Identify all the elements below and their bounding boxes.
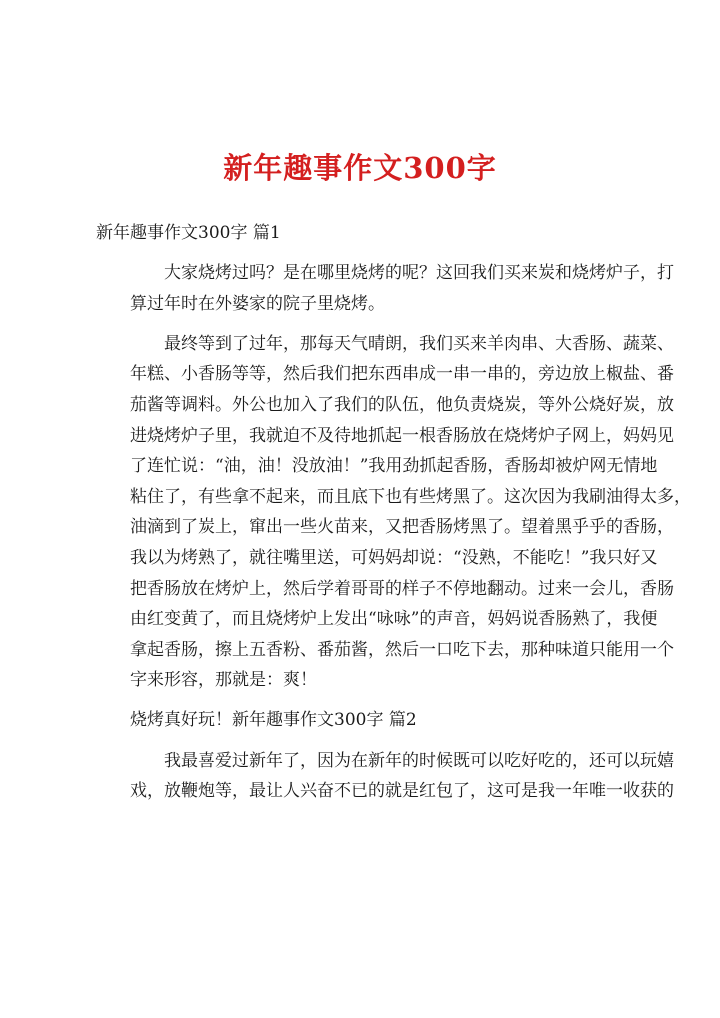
paragraph-line: 茄酱等调料。外公也加入了我们的队伍，他负责烧炭，等外公烧好炭，放 — [130, 394, 674, 415]
paragraph-line: 算过年时在外婆家的院子里烧烤。 — [130, 293, 385, 314]
paragraph-line: 粘住了，有些拿不起来，而且底下也有些烤黑了。这次因为我刷油得太多， — [130, 486, 691, 507]
paragraph — [96, 746, 674, 807]
paragraph-line: 了连忙说：“油，油！没放油！”我用劲抓起香肠，香肠却被炉网无情地 — [130, 456, 658, 477]
paragraph-line: 把香肠放在烤炉上，然后学着哥哥的样子不停地翻动。过来一会儿，香肠 — [130, 578, 674, 599]
paragraph — [96, 258, 674, 319]
document-title: 新年趣事作文300字 — [223, 151, 497, 185]
section-heading: 新年趣事作文300字 篇1 — [96, 223, 281, 243]
paragraph-line: 油滴到了炭上，窜出一些火苗来，又把香肠烤黑了。望着黑乎乎的香肠， — [130, 517, 674, 538]
paragraph-line: 我以为烤熟了，就往嘴里送，可妈妈却说：“没熟，不能吃！”我只好又 — [130, 547, 658, 568]
section-heading: 烧烤真好玩！新年趣事作文300字 篇2 — [130, 710, 417, 731]
paragraph-line: 大家烧烤过吗？是在哪里烧烤的呢？这回我们买来炭和烧烤炉子，打 — [164, 263, 674, 284]
paragraph-line: 年糕、小香肠等等，然后我们把东西串成一串一串的，旁边放上椒盐、番 — [130, 364, 674, 385]
paragraph-line: 字来形容，那就是：爽！ — [130, 670, 317, 691]
paragraph-line: 由红变黄了，而且烧烤炉上发出“咏咏”的声音，妈妈说香肠熟了，我便 — [130, 609, 658, 630]
paragraph-line: 进烧烤炉子里，我就迫不及待地抓起一根香肠放在烧烤炉子网上，妈妈见 — [130, 425, 674, 446]
paragraph-line: 戏，放鞭炮等，最让人兴奋不已的就是红包了，这可是我一年唯一收获的 — [130, 781, 674, 802]
paragraph-line: 我最喜爱过新年了，因为在新年的时候既可以吃好吃的，还可以玩嬉 — [164, 750, 674, 771]
paragraph — [96, 329, 691, 696]
document-body — [96, 218, 691, 816]
paragraph-line: 最终等到了过年，那每天气晴朗，我们买来羊肉串、大香肠、蔬菜、 — [164, 333, 674, 354]
paragraph-line: 拿起香肠，擦上五香粉、番茄酱，然后一口吃下去，那种味道只能用一个 — [130, 639, 674, 660]
